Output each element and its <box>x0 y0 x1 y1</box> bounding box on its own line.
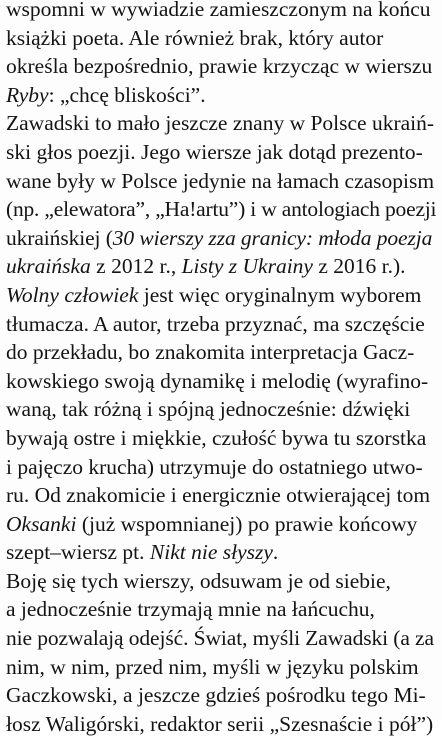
text-segment: szept–wiersz pt. <box>6 540 150 565</box>
text-segment: tłumacza. A autor, trzeba przyznać, ma szczęście <box>6 311 425 336</box>
text-segment: określa bezpośrednio, prawie krzycząc w wierszu <box>6 54 433 79</box>
text-segment: nie pozwalają odejść. Świat, myśli Zawadski (a za <box>6 626 434 651</box>
text-line <box>6 138 436 167</box>
italic-text-segment: Nikt nie słyszy <box>149 540 273 565</box>
text-line <box>6 224 436 253</box>
text-line <box>6 538 436 567</box>
text-segment: Boję się tych wierszy, odsuwam je od siebie, <box>6 568 391 593</box>
text-segment: jest więc oryginalnym wyborem <box>138 282 422 307</box>
italic-text-segment: Listy z Ukrainy <box>181 254 313 279</box>
italic-text-segment: Wolny człowiek <box>6 282 139 307</box>
text-segment: wspomni w wywiadzie zamieszczonym na końcu <box>6 0 431 21</box>
italic-text-segment: Ryby <box>6 82 49 107</box>
text-segment: . <box>272 540 279 565</box>
text-line <box>6 453 436 482</box>
text-segment: książki poeta. Ale również brak, który autor <box>6 25 384 50</box>
text-line <box>6 52 436 81</box>
text-segment: z 2012 r., <box>90 254 182 279</box>
text-line <box>6 109 436 138</box>
text-line <box>6 567 436 596</box>
text-line <box>6 424 436 453</box>
text-line <box>6 281 436 310</box>
text-segment: : „chcę bliskości”. <box>48 82 206 107</box>
text-segment: łosz Waligórski, redaktor serii „Szesnaście i pół”) <box>6 711 434 736</box>
text-segment: do przekładu, bo znakomita interpretacja Gacz- <box>6 340 415 365</box>
text-segment: z 2016 r.). <box>312 254 406 279</box>
text-line <box>6 481 436 510</box>
text-segment: a jednocześnie trzymają mnie na łańcuchu, <box>6 597 375 622</box>
text-line <box>6 653 436 682</box>
text-segment: ru. Od znakomicie i energicznie otwierającej tom <box>6 483 431 508</box>
text-segment: i pajęczo krucha) utrzymuje do ostatniego utwo- <box>6 454 423 479</box>
text-line <box>6 310 436 339</box>
text-segment: (np. „elewatora”, „Ha!artu”) i w antologiach poezji <box>6 197 437 222</box>
text-segment: ski głos poezji. Jego wiersze jak dotąd prezento- <box>6 139 423 164</box>
text-line <box>6 195 436 224</box>
text-line <box>6 24 436 53</box>
text-segment: (już wspomnianej) po prawie końcowy <box>76 511 418 536</box>
italic-text-segment: 30 wierszy zza granicy: młoda poezja <box>112 225 433 250</box>
text-line <box>6 681 436 710</box>
text-line <box>6 624 436 653</box>
text-line <box>6 81 436 110</box>
text-segment: Gaczkowski, a jeszcze gdzieś pośrodku tego Mi- <box>6 683 426 708</box>
text-line <box>6 595 436 624</box>
text-segment: waną, tak różną i spójną jednocześnie: dźwięki <box>6 397 411 422</box>
text-line <box>6 338 436 367</box>
text-line <box>6 252 436 281</box>
text-line <box>6 710 436 738</box>
italic-text-segment: Oksanki <box>6 511 77 536</box>
text-segment: kowskiego swoją dynamikę i melodię (wyrafino- <box>6 368 429 393</box>
text-segment: nim, w nim, przed nim, myśli w języku polskim <box>6 654 419 679</box>
text-segment: bywają ostre i miękkie, czułość bywa tu szorstka <box>6 425 427 450</box>
text-segment: wane były w Polsce jedynie na łamach czasopism <box>6 168 435 193</box>
text-line <box>6 0 436 24</box>
text-line <box>6 167 436 196</box>
text-segment: Zawadski to mało jeszcze znany w Polsce ukraiń- <box>6 111 435 136</box>
text-segment: ukraińskiej ( <box>6 225 113 250</box>
italic-text-segment: ukraińska <box>6 254 91 279</box>
text-line <box>6 367 436 396</box>
text-line <box>6 395 436 424</box>
text-line <box>6 510 436 539</box>
